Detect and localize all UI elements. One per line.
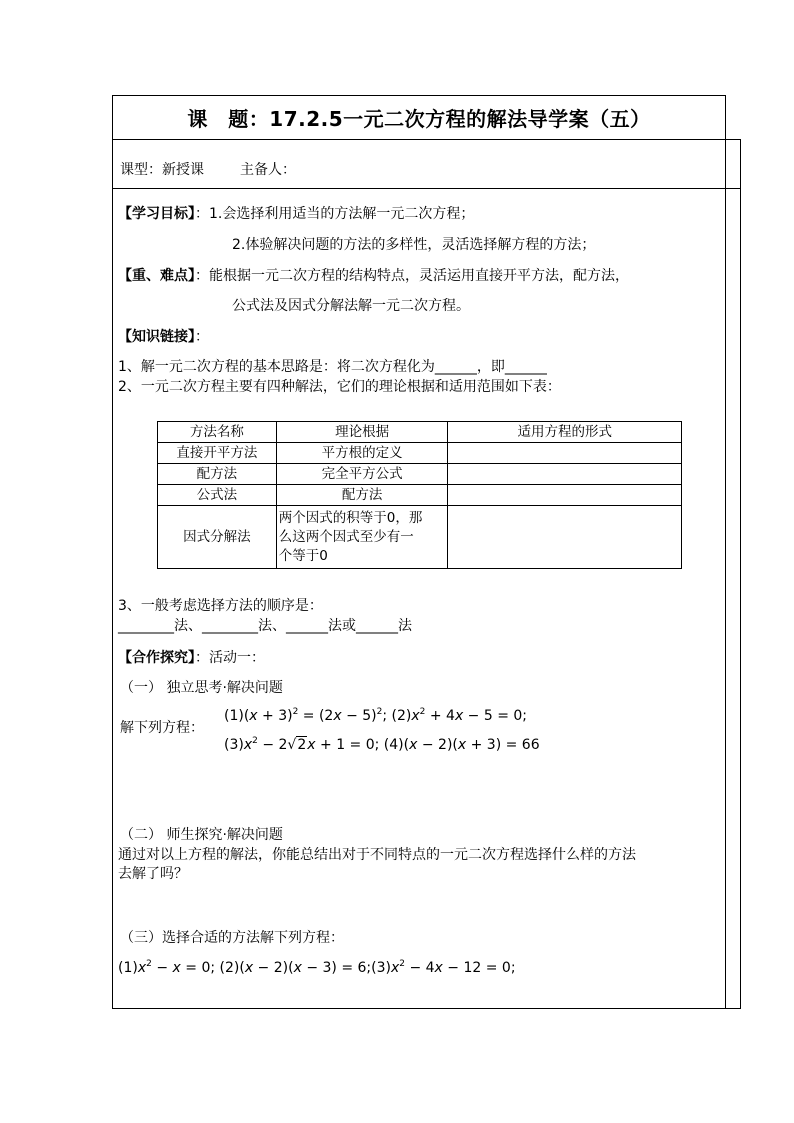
objective-1: ：1.会选择利用适当的方法解一元二次方程；: [195, 206, 475, 222]
methods-table: [157, 421, 682, 569]
table-header: 方法名称: [158, 422, 277, 443]
key-point-2: 公式法及因式分解法解一元二次方程。: [232, 298, 470, 314]
table-row: [158, 485, 682, 506]
table-header-row: [158, 422, 682, 443]
table-cell-line: 么这两个因式至少有一: [278, 528, 414, 545]
table-cell: [448, 485, 682, 506]
table-cell-line: 个等于0: [278, 547, 328, 564]
author-label: 主备人：: [240, 162, 296, 178]
table-cell: [448, 443, 682, 464]
knowledge-heading: 【知识链接】: [118, 329, 195, 345]
part-2-text-2: 去解了吗？: [118, 866, 188, 882]
divider-title: [112, 139, 741, 140]
table-cell: 直接开平方法: [158, 443, 277, 464]
question-3: 3、一般考虑选择方法的顺序是：: [118, 598, 323, 614]
table-cell: 公式法: [158, 485, 277, 506]
table-header: 适用方程的形式: [448, 422, 682, 443]
objectives-heading: 【学习目标】: [118, 206, 195, 222]
equations-line-3: $(1)x^2 - x = 0$; $(2)(x - 2)(x - 3) = 6;(3)x^2 - 4x - 12 = 0$;: [118, 959, 516, 976]
table-row: [158, 443, 682, 464]
part-2-heading: （二） 师生探究·解决问题: [120, 827, 283, 843]
equations-line-2: $(3)x^2 - 2√2x + 1 = 0$; (4)(x − 2)(x + 3) = 66: [224, 736, 540, 753]
course-type: 课型：新授课: [120, 162, 204, 178]
objective-2: 2.体验解决问题的方法的多样性，灵活选择解方程的方法；: [232, 237, 596, 253]
question-2: 2、一元二次方程主要有四种解法，它们的理论根据和适用范围如下表：: [118, 379, 561, 395]
part-1-heading: （一） 独立思考·解决问题: [120, 680, 283, 696]
key-point-1: ：能根据一元二次方程的结构特点，灵活运用直接开平方法，配方法，: [195, 268, 629, 284]
table-cell: 配方法: [158, 464, 277, 485]
question-1: 1、解一元二次方程的基本思路是：将二次方程化为______，即______: [118, 359, 547, 375]
table-row: [158, 506, 682, 569]
table-cell: 配方法: [276, 485, 448, 506]
table-cell: 平方根的定义: [276, 443, 448, 464]
table-cell: 完全平方公式: [276, 464, 448, 485]
table-cell: [448, 464, 682, 485]
knowledge-colon: ：: [195, 329, 209, 345]
page-title: 课 题：17.2.5一元二次方程的解法导学案（五）: [187, 107, 651, 131]
cooperation-heading: 【合作探究】: [118, 650, 195, 666]
table-cell-line: 两个因式的积等于0，那: [278, 509, 423, 526]
table-row: [158, 464, 682, 485]
table-cell-multiline: [276, 506, 448, 569]
solve-label: 解下列方程：: [120, 720, 204, 736]
frame-right-column: [726, 139, 741, 1009]
activity-label: ：活动一：: [195, 650, 265, 666]
order-blanks: ________法、________法、______法或______法: [118, 618, 412, 634]
key-points-heading: 【重、难点】: [118, 268, 195, 284]
table-header: 理论根据: [276, 422, 448, 443]
table-cell: [448, 506, 682, 569]
divider-meta: [112, 188, 741, 189]
part-2-text-1: 通过对以上方程的解法，你能总结出对于不同特点的一元二次方程选择什么样的方法: [118, 847, 636, 863]
part-3-heading: （三）选择合适的方法解下列方程：: [120, 930, 344, 946]
equations-line-1: $(1)(x + 3)^2 = (2x - 5)^2$; $(2)x^2 + 4x - 5 = 0$;: [224, 707, 528, 724]
table-cell: 因式分解法: [158, 506, 277, 569]
